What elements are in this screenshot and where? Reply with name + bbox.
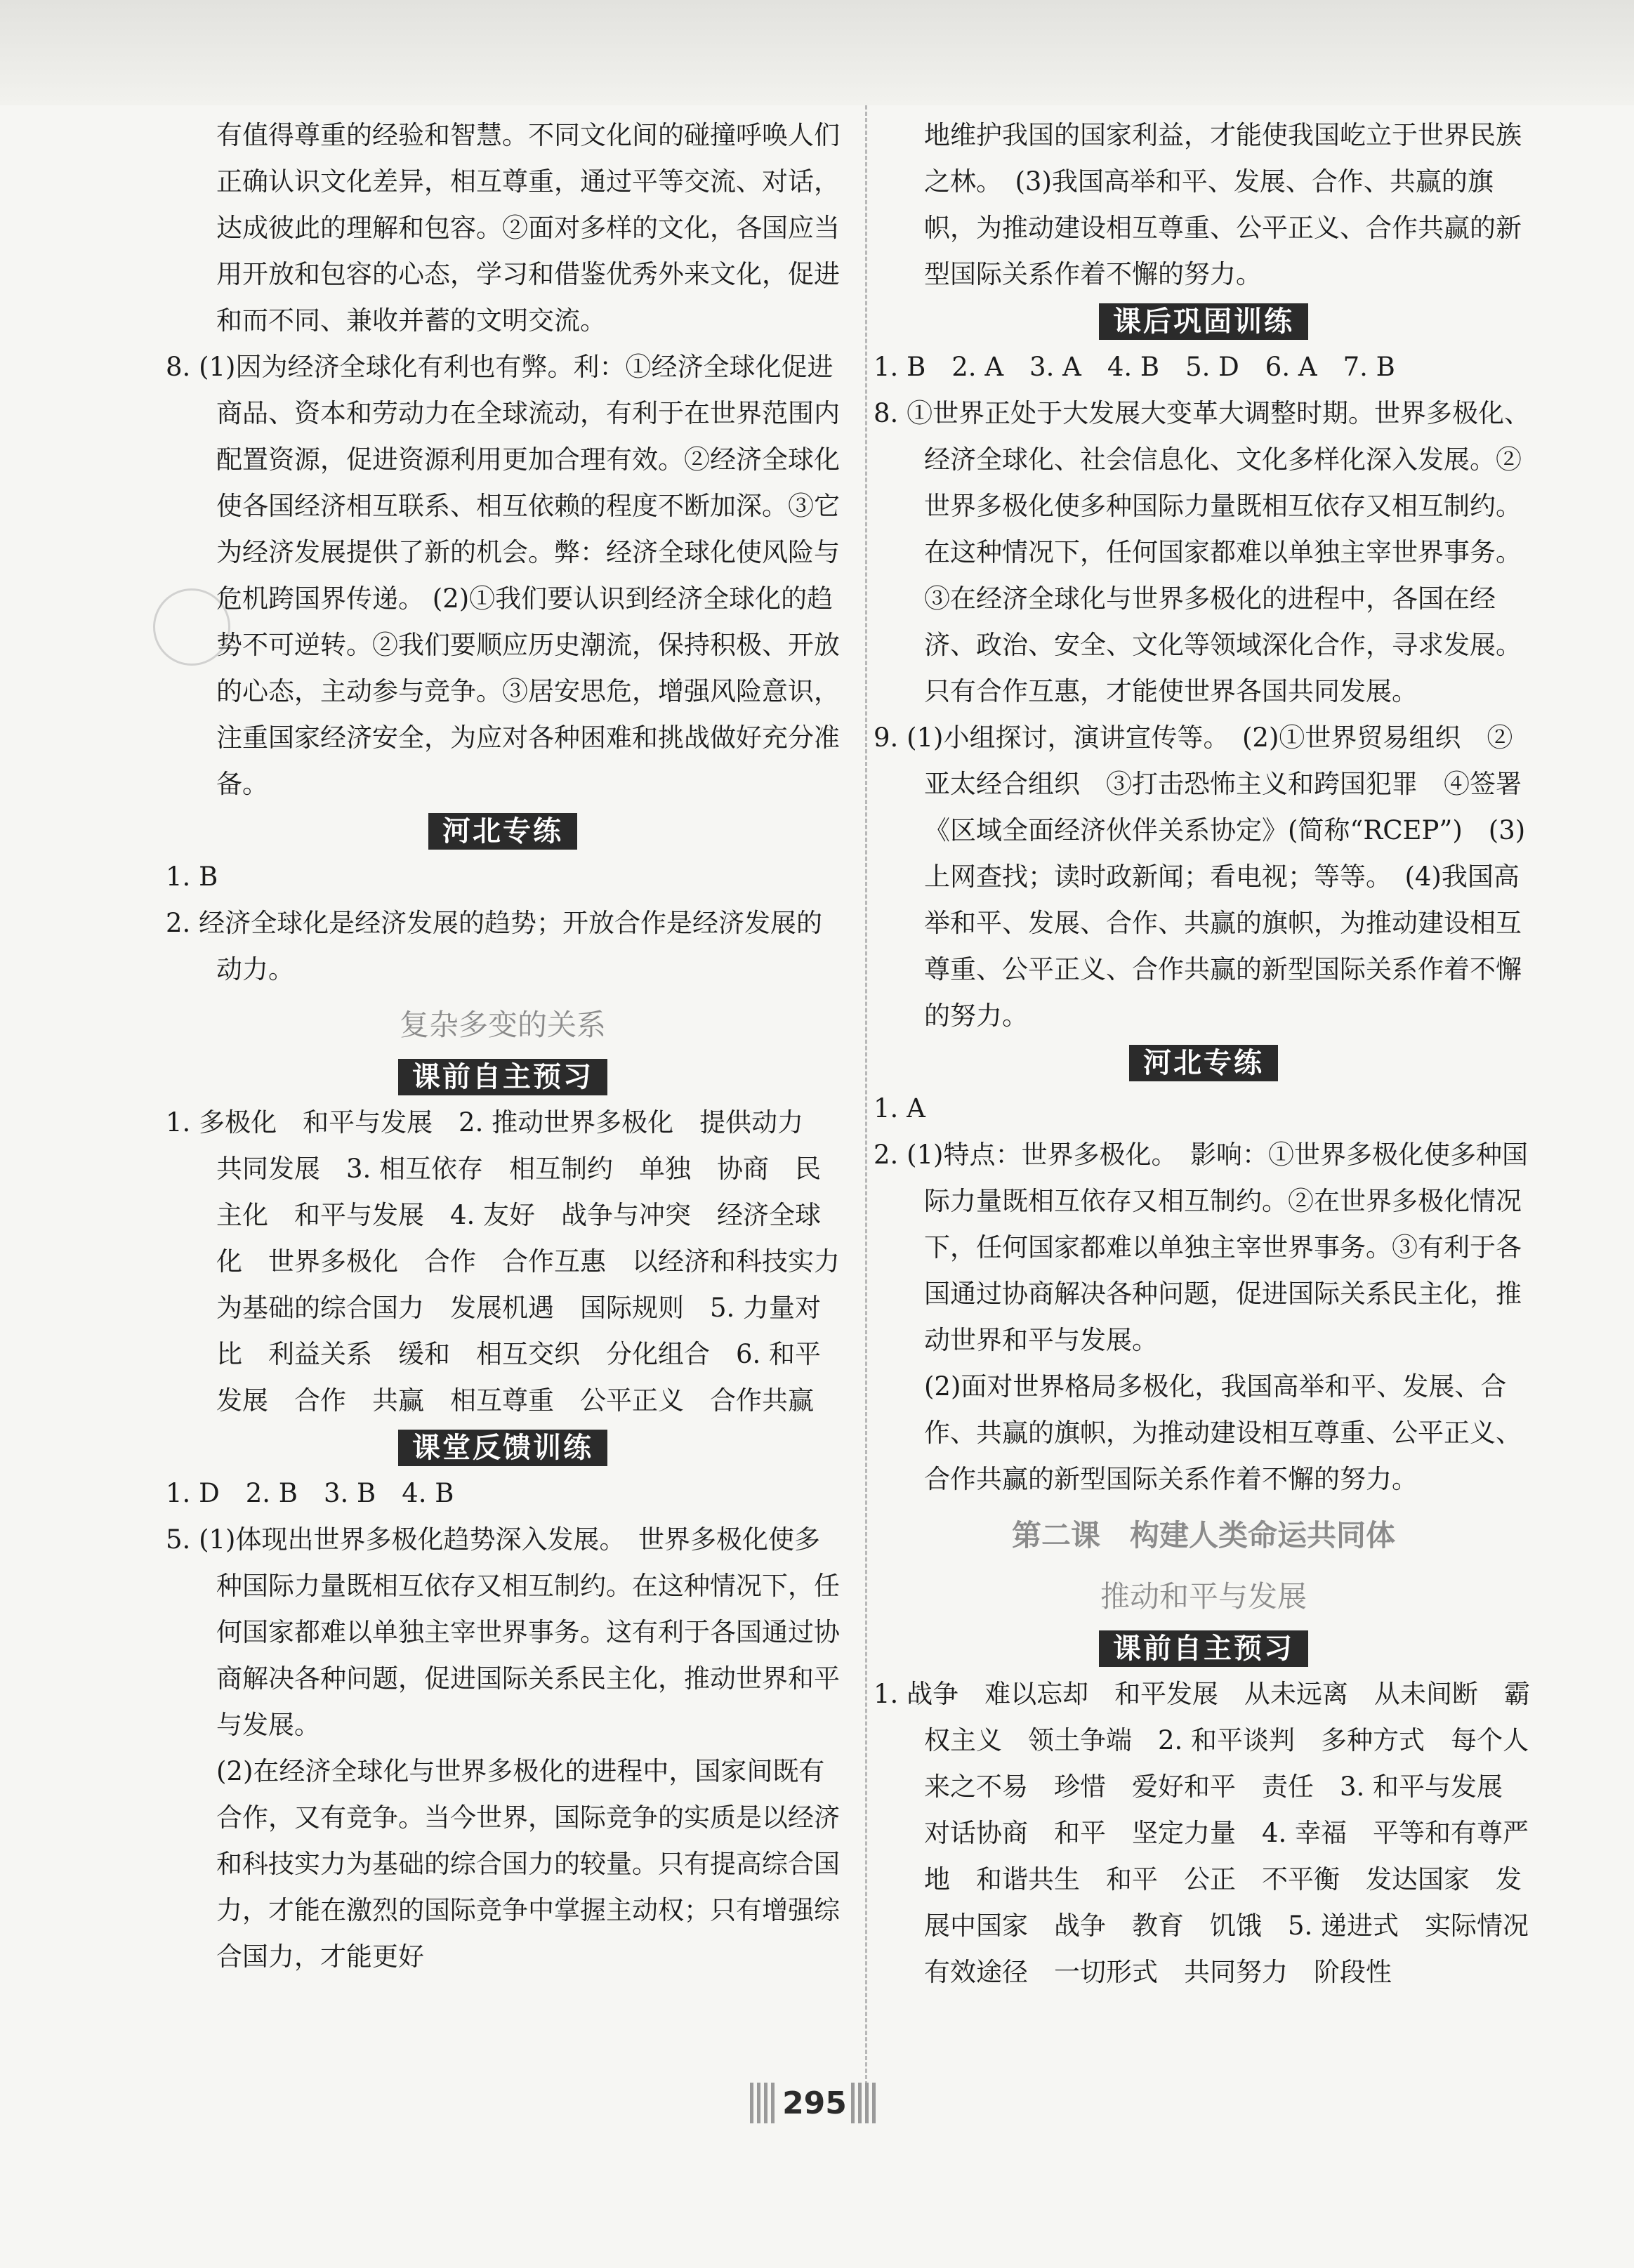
preview-banner: 课前自主预习 xyxy=(1099,1630,1308,1667)
hebei-answer-1: 1. A xyxy=(874,1093,925,1123)
hebei-practice-banner: 河北专练 xyxy=(428,813,577,850)
page-number-bars-left xyxy=(750,2083,778,2123)
preview-answers: 1. 多极化 和平与发展 2. 推动世界多极化 提供动力 共同发展 3. 相互依存 相互制约 单独 协商 民主化 和平与发展 4. 友好 战争与冲突 经济全球化 世界多极化 合作 合作互惠 以经济和科技实力为基础的综合国力 发展机遇 国际规则 5. 力量对比 利益关系 缓和 相互交织 分化组合 6. 和平 发展 合作 共赢 相互尊重 公平正义 合作共赢 xyxy=(166,1107,848,1416)
preview-banner: 课前自主预习 xyxy=(398,1059,607,1095)
consolidate-answers: 1. B 2. A 3. A 4. B 5. D 6. A 7. B xyxy=(874,352,1395,382)
answer-q5-part2: (2)在经济全球化与世界多极化的进程中，国家间既有合作，又有竞争。当今世界，国际竞争的实质是以经济和科技实力为基础的综合国力的较量。只有提高综合国力，才能在激烈的国际竞争中掌握主动权；只有增强综合国力，才能更好 xyxy=(216,1756,840,1972)
answer-continuation: 地维护我国的国家利益，才能使我国屹立于世界民族之林。 (3)我国高举和平、发展、合作、共赢的旗帜，为推动建设相互尊重、公平正义、合作共赢的新型国际关系作着不懈的努力。 xyxy=(924,120,1522,289)
page-number: 295 xyxy=(782,2085,847,2121)
page-top-shadow xyxy=(0,0,1634,105)
preview-answers: 1. 战争 难以忘却 和平发展 从未远离 从未间断 霸权主义 领土争端 2. 和平谈判 多种方式 每个人 来之不易 珍惜 爱好和平 责任 3. 和平与发展 对话协商 和平 坚定力量 4. 幸福 平等和有尊严地 和谐共生 和平 公正 不平衡 发达国家 发展中国家 战争 教育 饥饿 5. 递进式 实际情况 有效途径 一切形式 共同努力 阶段性 xyxy=(874,1679,1555,1987)
feedback-banner: 课堂反馈训练 xyxy=(398,1430,607,1466)
left-column xyxy=(166,112,848,1980)
lesson-title: 第二课 构建人类命运共同体 xyxy=(1011,1518,1395,1552)
section-title: 复杂多变的关系 xyxy=(399,1008,606,1042)
answer-q9: 9. (1)小组探讨，演讲宣传等。 (2)①世界贸易组织 ②亚太经合组织 ③打击恐怖主义和跨国犯罪 ④签署《区域全面经济伙伴关系协定》(简称“RCEP”) (3)上网查找；读时政新闻；看电视；等等。 (4)我国高举和平、发展、合作、共赢的旗帜，为推动建设相互尊重、公平正义、合作共赢的新型国际关系作着不懈的努力。 xyxy=(874,723,1526,1031)
answer-continuation: 有值得尊重的经验和智慧。不同文化间的碰撞呼唤人们正确认识文化差异，相互尊重，通过平等交流、对话，达成彼此的理解和包容。②面对多样的文化，各国应当用开放和包容的心态，学习和借鉴优秀外来文化，促进和而不同、兼收并蓄的文明交流。 xyxy=(216,120,840,336)
answer-q5-part1: 5. (1)体现出世界多极化趋势深入发展。 世界多极化使多种国际力量既相互依存又相互制约。在这种情况下，任何国家都难以单独主宰世界事务。这有利于各国通过协商解决各种问题，促进国际关系民主化，推动世界和平与发展。 xyxy=(166,1524,840,1740)
consolidate-banner: 课后巩固训练 xyxy=(1099,303,1308,340)
answer-q8: 8. (1)因为经济全球化有利也有弊。利：①经济全球化促进商品、资本和劳动力在全球流动，有利于在世界范围内配置资源，促进资源利用更加合理有效。②经济全球化使各国经济相互联系、相互依赖的程度不断加深。③它为经济发展提供了新的机会。弊：经济全球化使风险与危机跨国界传递。 (2)①我们要认识到经济全球化的趋势不可逆转。②我们要顺应历史潮流，保持积极、开放的心态，主动参与竞争。③居安思危，增强风险意识，注重国家经济安全，为应对各种困难和挑战做好充分准备。 xyxy=(166,352,840,799)
feedback-answers: 1. D 2. B 3. B 4. B xyxy=(166,1478,454,1508)
page-number-bars-right xyxy=(851,2083,879,2123)
hebei-answer-2-part2: (2)面对世界格局多极化，我国高举和平、发展、合作、共赢的旗帜，为推动建设相互尊重、公平正义、合作共赢的新型国际关系作着不懈的努力。 xyxy=(924,1371,1522,1494)
page-number-block xyxy=(723,2078,906,2128)
hebei-practice-banner: 河北专练 xyxy=(1129,1045,1278,1081)
right-column xyxy=(874,112,1555,1996)
hebei-answer-2-part1: 2. (1)特点：世界多极化。 影响：①世界多极化使多种国际力量既相互依存又相互制约。②在世界多极化情况下，任何国家都难以单独主宰世界事务。③有利于各国通过协商解决各种问题，促进国际关系民主化，推动世界和平与发展。 xyxy=(874,1140,1528,1355)
section-title: 推动和平与发展 xyxy=(1100,1579,1307,1614)
hebei-answer-1: 1. B xyxy=(166,862,218,892)
hebei-answer-2: 2. 经济全球化是经济发展的趋势；开放合作是经济发展的动力。 xyxy=(166,908,823,984)
column-divider xyxy=(865,105,867,2085)
answer-q8: 8. ①世界正处于大发展大变革大调整时期。世界多极化、经济全球化、社会信息化、文化多样化深入发展。②世界多极化使多种国际力量既相互依存又相互制约。在这种情况下，任何国家都难以单独主宰世界事务。③在经济全球化与世界多极化的进程中，各国在经济、政治、安全、文化等领域深化合作，寻求发展。只有合作互惠，才能使世界各国共同发展。 xyxy=(874,398,1531,706)
